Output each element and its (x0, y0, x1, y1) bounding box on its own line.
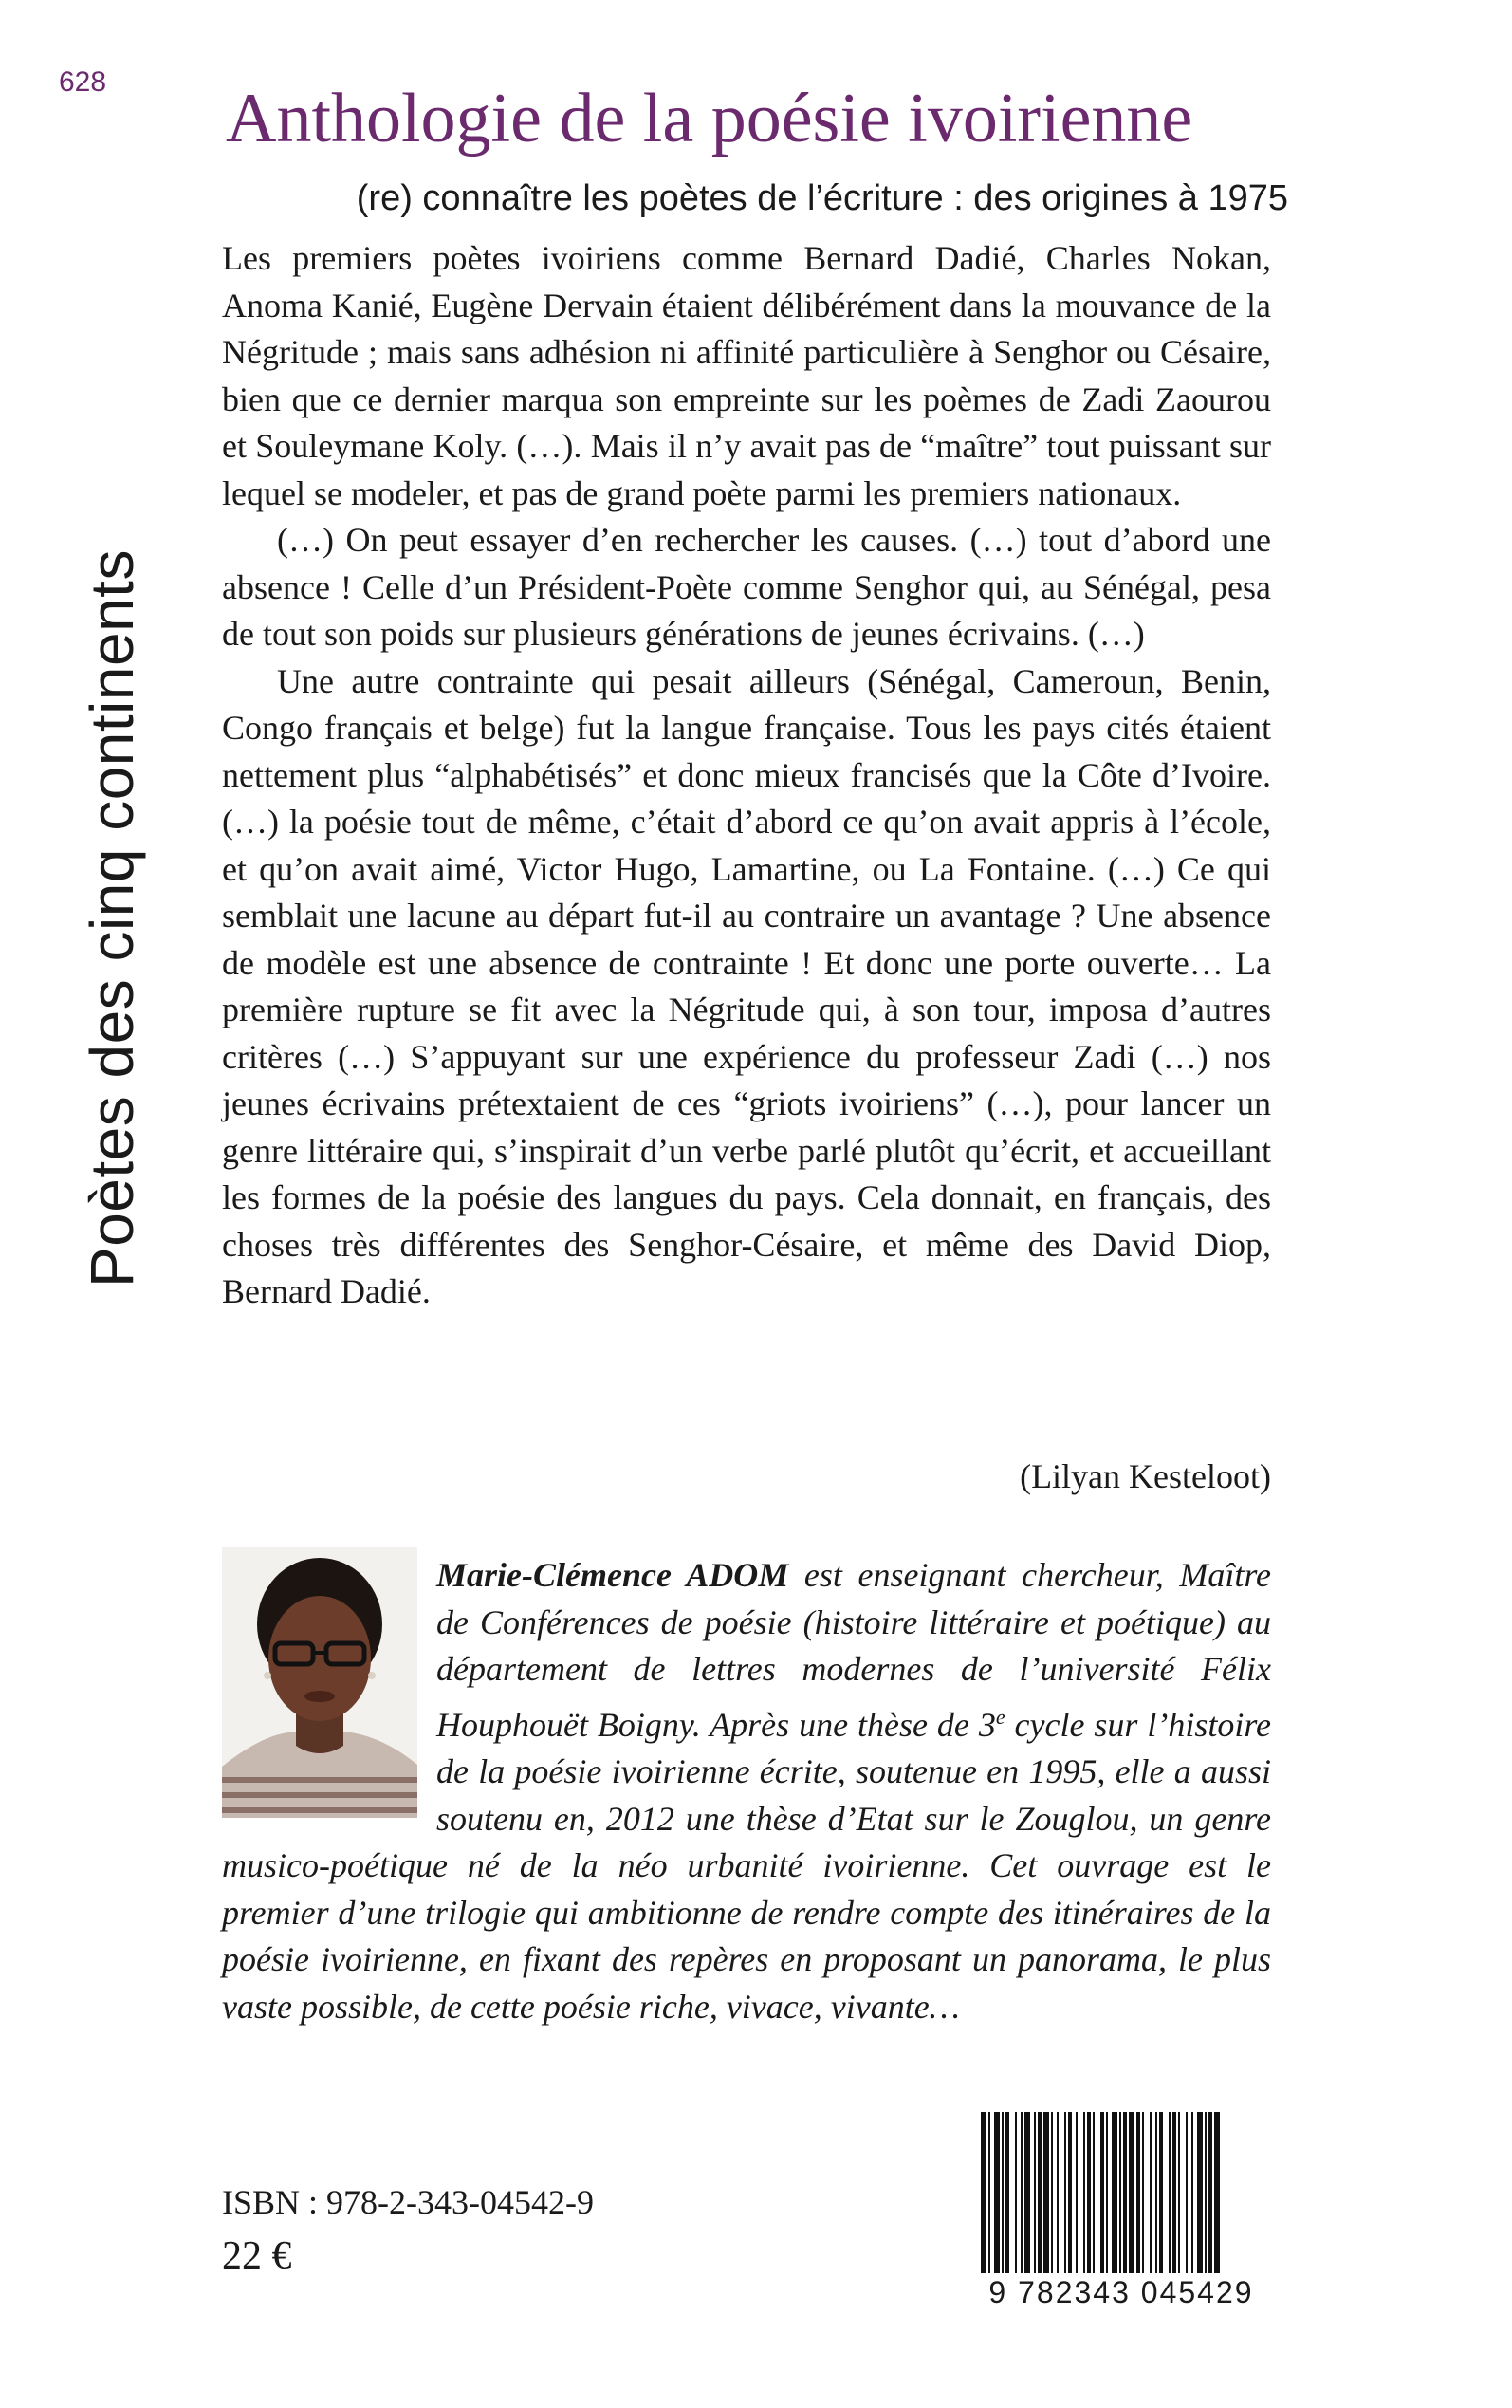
barcode-bar (1142, 2112, 1144, 2273)
author-name: Marie-Clémence ADOM (436, 1556, 789, 1594)
barcode-bar (1051, 2112, 1053, 2273)
barcode-bar (1208, 2112, 1212, 2273)
series-name: Poètes des cinq continents (78, 549, 146, 1287)
barcode-bar (1169, 2112, 1171, 2273)
barcode-bar (1172, 2112, 1176, 2273)
barcode-bar (981, 2112, 986, 2273)
author-bio-text: est enseignant chercheur, Maître de Conférences de poésie (histoire littéraire et poétique) au département de lettres modernes de l’université Félix Houphouët Boigny. Après une thèse de 3 (436, 1556, 1272, 1744)
barcode-bar (1021, 2112, 1023, 2273)
barcode-bar (1136, 2112, 1140, 2273)
barcode-bar (1150, 2112, 1152, 2273)
barcode-bar (1106, 2112, 1108, 2273)
isbn: ISBN : 978-2-343-04542-9 (222, 2183, 594, 2221)
barcode-bar (1038, 2112, 1042, 2273)
barcode-bar (1155, 2112, 1157, 2273)
author-bio-superscript: e (995, 1704, 1005, 1729)
barcode-bar (1186, 2112, 1188, 2273)
barcode-bar (1076, 2112, 1078, 2273)
book-title: Anthologie de la poésie ivoirienne (226, 80, 1193, 157)
barcode-bar (1159, 2112, 1163, 2273)
barcode-bar (1100, 2112, 1104, 2273)
barcode-bar (1043, 2112, 1049, 2273)
barcode-bar (1112, 2112, 1117, 2273)
barcode (975, 2108, 1279, 2298)
barcode-bar (1205, 2112, 1207, 2273)
barcode-bar (1057, 2112, 1059, 2273)
barcode-bar (1123, 2112, 1127, 2273)
barcode-digits: 9 782343 045429 (988, 2275, 1254, 2309)
barcode-bar (1093, 2112, 1095, 2273)
barcode-bar (1191, 2112, 1193, 2273)
blurb (222, 235, 1271, 1316)
author-bio-text: cycle sur l’histoire de la poésie ivoirienne écrite, soutenue en 1995, elle a aussi soutenu en, 2012 une thèse d’Etat sur le Zouglou, un genre musico-poétique né de la néo urbanité ivoirienne. Cet ouvrage est le premier d’une trilogie qui ambitionne de rendre compte des itinéraires de la poésie ivoirienne, en fixant des repères en proposant un panorama, le plus vaste possible, de cette poésie riche, vivace, vivante… (222, 1705, 1272, 2026)
barcode-bar (1005, 2112, 1009, 2273)
barcode-bar (994, 2112, 1000, 2273)
barcode-bar (1129, 2112, 1134, 2273)
blurb-attribution: (Lilyan Kesteloot) (1020, 1457, 1271, 1495)
blurb-paragraph: Les premiers poètes ivoiriens comme Bernard Dadié, Charles Nokan, Anoma Kanié, Eugène Dervain étaient délibérément dans la mouvance de la Négritude ; mais sans adhésion ni affinité particulière à Senghor ou Césaire, bien que ce dernier marqua son empreinte sur les poèmes de Zadi Zaourou et Souleymane Koly. (…). Mais il n’y avait pas de “maître” tout puissant sur lequel se modeler, et pas de grand poète parmi les premiers nationaux. (222, 239, 1271, 512)
barcode-bar (1034, 2112, 1036, 2273)
barcode-bar (1083, 2112, 1085, 2273)
blurb-paragraph: Une autre contrainte qui pesait ailleurs (Sénégal, Cameroun, Benin, Congo français et belge) fut la langue française. Tous les pays cités étaient nettement plus “alphabétisés” et donc mieux francisés que la Côte d’Ivoire. (…) la poésie tout de même, c’était d’abord ce qu’on avait appris à l’école, et qu’on avait aimé, Victor Hugo, Lamartine, ou La Fontaine. (…) Ce qui semblait une lacune au départ fut-il au contraire un avantage ? Une absence de modèle est une absence de contrainte ! Et donc une porte ouverte… La première rupture se fit avec la Négritude qui, à son tour, imposa d’autres critères (…) S’appuyant sur une expérience du professeur Zadi (…) nos jeunes écrivains prétextaient de ces “griots ivoiriens” (…), pour lancer un genre littéraire qui, s’inspirait d’un verbe parlé plutôt qu’écrit, et accueillant les formes de la poésie des langues du pays. Cela donnait, en français, des choses très différentes des Senghor-Césaire, et même des David Diop, Bernard Dadié. (222, 661, 1271, 1310)
barcode-bar (1002, 2112, 1004, 2273)
book-subtitle: (re) connaître les poètes de l’écriture : des origines à 1975 (356, 178, 1288, 218)
barcode-bar (1087, 2112, 1091, 2273)
blurb-paragraph: (…) On peut essayer d’en rechercher les causes. (…) tout d’abord une absence ! Celle d’un Président-Poète comme Senghor qui, au Sénégal, pesa de tout son poids sur plusieurs générations de jeunes écrivains. (…) (222, 521, 1271, 653)
barcode-bar (1064, 2112, 1066, 2273)
barcode-bar (1214, 2112, 1220, 2273)
barcode-bar (1197, 2112, 1203, 2273)
barcode-bar (1015, 2112, 1017, 2273)
barcode-bar (1178, 2112, 1180, 2273)
barcode-bar (988, 2112, 990, 2273)
price: 22 € (222, 2234, 292, 2278)
barcode-bar (1068, 2112, 1072, 2273)
barcode-bar (1024, 2112, 1030, 2273)
barcode-bar (1119, 2112, 1121, 2273)
author-bio (222, 1552, 1271, 2030)
series-number: 628 (59, 66, 107, 98)
